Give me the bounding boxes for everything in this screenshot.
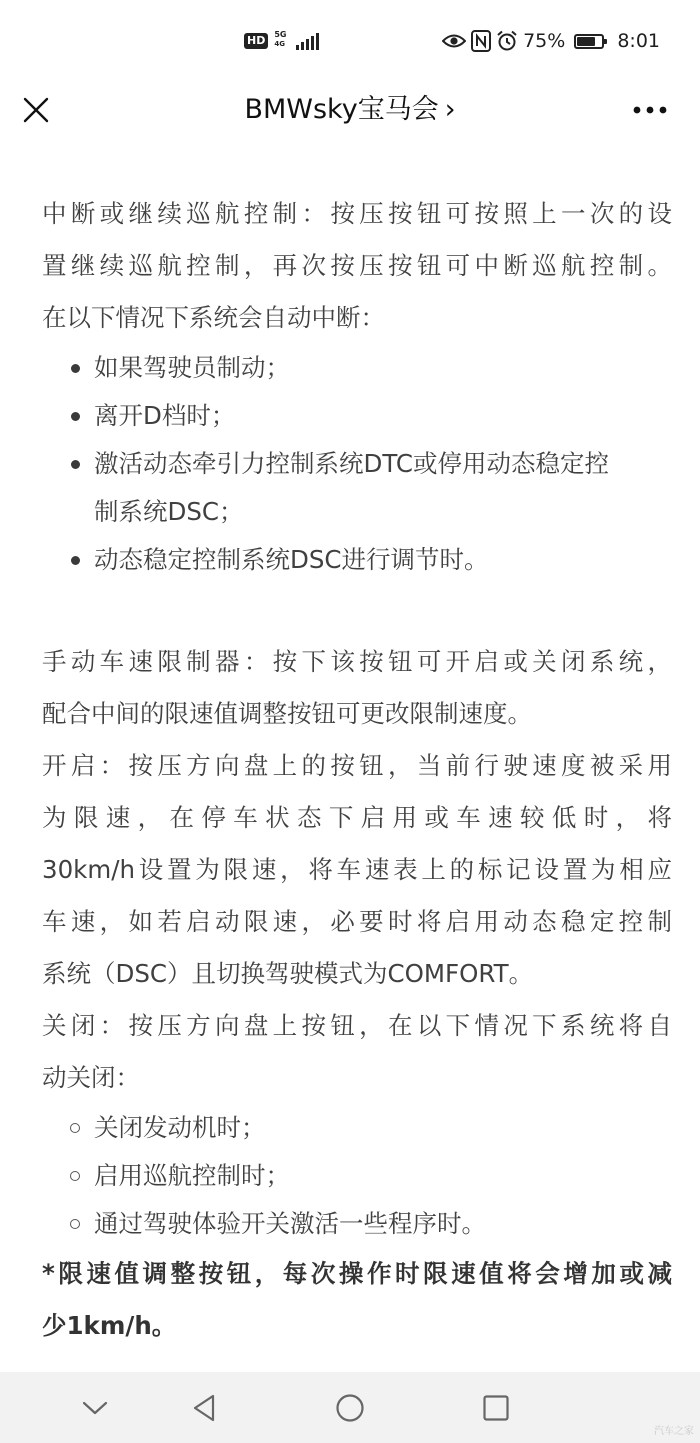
hide-nav-button[interactable] bbox=[75, 1388, 115, 1428]
battery-fill bbox=[577, 37, 595, 46]
hd-voice-icon: HD bbox=[244, 33, 268, 49]
signal-strength-icon bbox=[296, 32, 319, 50]
battery-icon bbox=[574, 34, 604, 49]
note-line: *限速值调整按钮，每次操作时限速值将会增加或减 bbox=[42, 1259, 672, 1288]
list-item bbox=[42, 440, 672, 536]
list-item-line: 制系统DSC； bbox=[94, 497, 244, 526]
article-line: 为限速，在停车状态下启用或车速较低时，将 bbox=[42, 803, 672, 832]
article-line: 配合中间的限速值调整按钮可更改限制速度。 bbox=[42, 699, 532, 728]
status-bar bbox=[0, 0, 700, 80]
article-line: 开启：按压方向盘上的按钮，当前行驶速度被采用 bbox=[42, 751, 672, 780]
alarm-icon bbox=[496, 30, 518, 52]
note-line: 少1km/h。 bbox=[42, 1311, 177, 1340]
home-circle-icon bbox=[335, 1393, 365, 1423]
chevron-right-icon: › bbox=[444, 94, 456, 125]
more-options-button[interactable] bbox=[628, 92, 672, 128]
list-item: 离开D档时； bbox=[42, 392, 672, 440]
list-item: 启用巡航控制时； bbox=[42, 1152, 672, 1200]
article-line: 30km/h设置为限速，将车速表上的标记设置为相应 bbox=[42, 855, 672, 884]
paragraph-gap bbox=[42, 584, 672, 636]
page-title: BMWsky宝马会 bbox=[244, 94, 439, 125]
home-button[interactable] bbox=[330, 1388, 370, 1428]
status-left-group bbox=[244, 30, 319, 52]
clock: 8:01 bbox=[617, 30, 660, 52]
battery-percent: 75% bbox=[523, 30, 566, 52]
title-bar bbox=[0, 80, 700, 140]
article-line: 中断或继续巡航控制：按压按钮可按照上一次的设 bbox=[42, 199, 672, 228]
status-right-group bbox=[442, 28, 660, 54]
recents-square-icon bbox=[482, 1394, 510, 1422]
article-line: 手动车速限制器：按下该按钮可开启或关闭系统， bbox=[42, 647, 672, 676]
auto-off-list bbox=[42, 1104, 672, 1248]
list-item: 动态稳定控制系统DSC进行调节时。 bbox=[42, 536, 672, 584]
more-dots-icon bbox=[633, 106, 667, 114]
list-item-line: 激活动态牵引力控制系统DTC或停用动态稳定控 bbox=[94, 449, 610, 478]
system-nav-bar bbox=[0, 1372, 700, 1443]
article-line: 置继续巡航控制，再次按压按钮可中断巡航控制。 bbox=[42, 251, 672, 280]
list-item: 如果驾驶员制动； bbox=[42, 344, 672, 392]
article-line: 关闭：按压方向盘上按钮，在以下情况下系统将自 bbox=[42, 1011, 672, 1040]
network-type-label: 5G bbox=[274, 30, 287, 39]
back-button[interactable] bbox=[184, 1388, 224, 1428]
recents-button[interactable] bbox=[476, 1388, 516, 1428]
list-item: 通过驾驶体验开关激活一些程序时。 bbox=[42, 1200, 672, 1248]
nfc-icon bbox=[471, 30, 491, 52]
list-item: 关闭发动机时； bbox=[42, 1104, 672, 1152]
network-type-icon bbox=[274, 31, 290, 51]
chevron-down-icon bbox=[82, 1400, 108, 1416]
watermark: 汽车之家 bbox=[654, 1426, 694, 1437]
article-line: 动关闭： bbox=[42, 1063, 140, 1092]
network-sub-label: 4G bbox=[274, 40, 285, 48]
article-line: 在以下情况下系统会自动中断： bbox=[42, 303, 385, 332]
back-triangle-icon bbox=[191, 1393, 217, 1423]
article-line: 车速，如若启动限速，必要时将启用动态稳定控制 bbox=[42, 907, 672, 936]
article-body bbox=[42, 188, 672, 1352]
account-title-link[interactable] bbox=[0, 92, 700, 128]
auto-interrupt-list bbox=[42, 344, 672, 584]
eye-comfort-icon bbox=[442, 33, 466, 49]
article-line: 系统（DSC）且切换驾驶模式为COMFORT。 bbox=[42, 959, 534, 988]
